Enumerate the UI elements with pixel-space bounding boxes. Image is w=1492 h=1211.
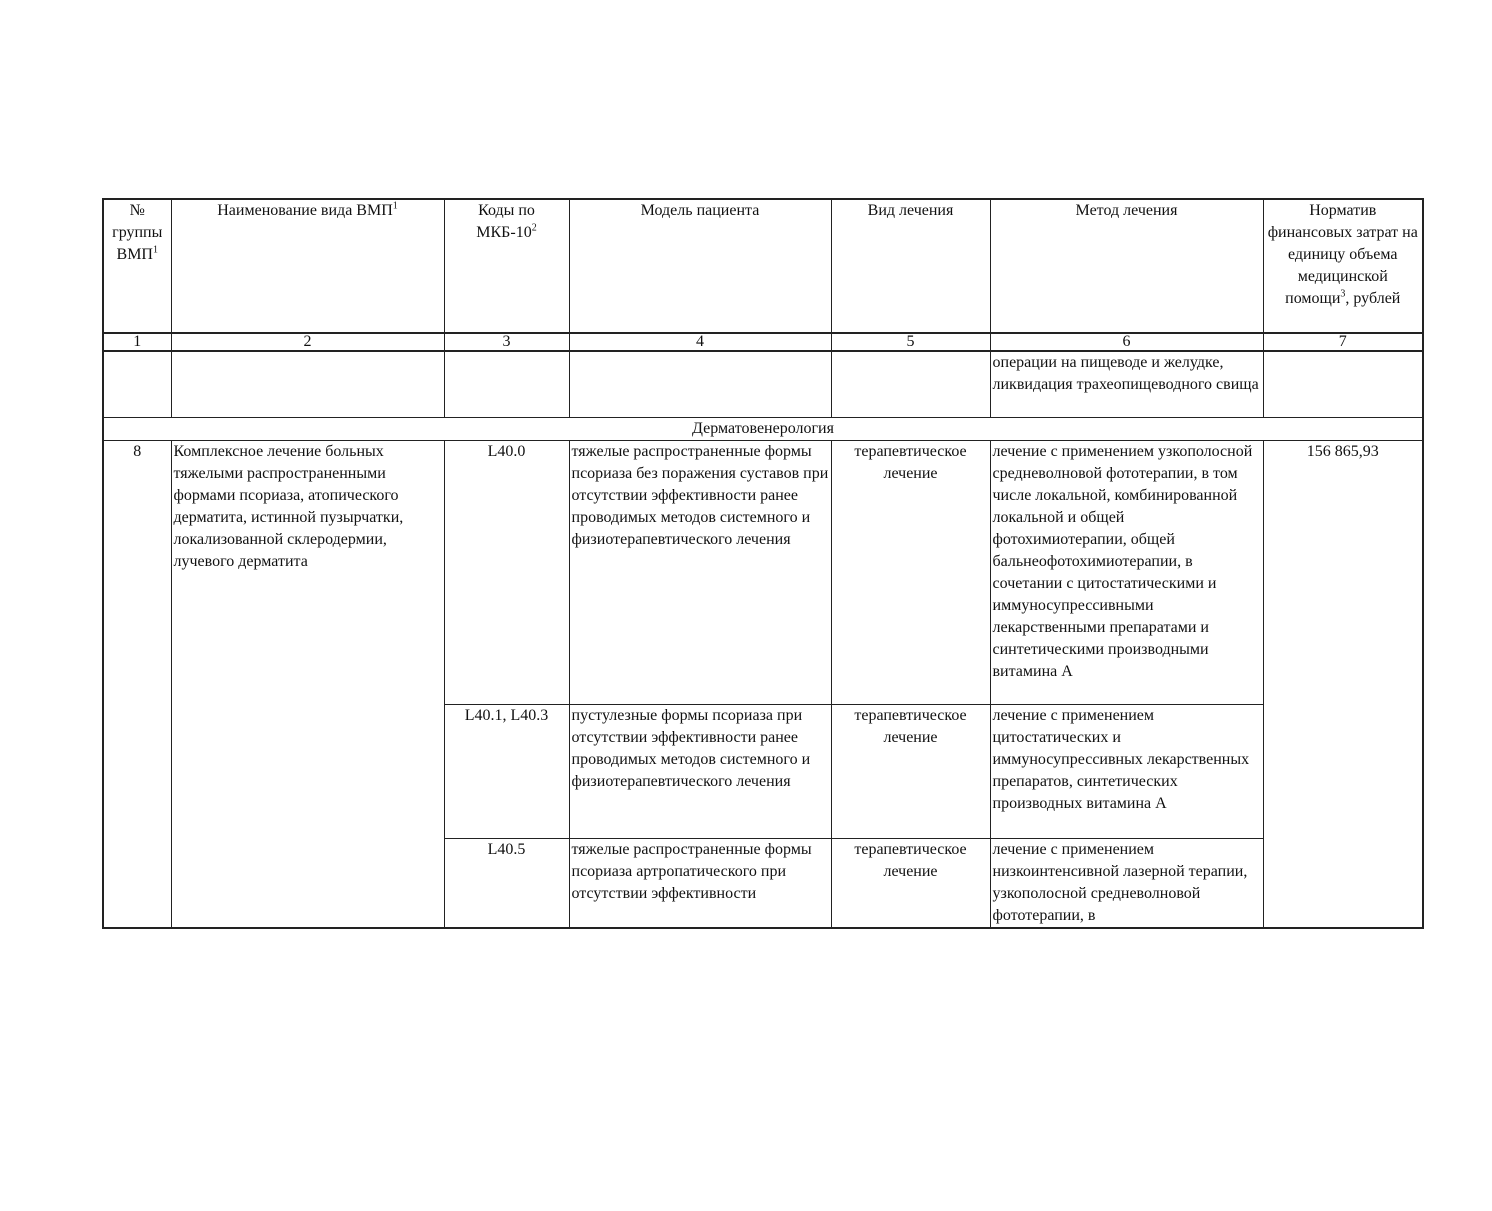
continuation-method: операции на пищеводе и желудке, ликвидация трахеопищеводного свища: [990, 351, 1263, 417]
section-title: Дерматовенерология: [103, 417, 1423, 440]
column-number: 4: [569, 333, 831, 351]
section-row: [103, 417, 1423, 440]
treatment-type: терапевтическое лечение: [831, 838, 990, 928]
column-number: 3: [444, 333, 569, 351]
icd-codes: L40.5: [444, 838, 569, 928]
column-number-row: [103, 333, 1423, 351]
header-treatment-method: Метод лечения: [990, 199, 1263, 333]
vmp-table: [102, 198, 1424, 929]
patient-model: тяжелые распространенные формы псориаза без поражения суставов при отсутствии эффективности ранее проводимых методов системного и физиотерапевтического лечения: [569, 440, 831, 704]
group-number: 8: [103, 440, 171, 928]
column-number: 5: [831, 333, 990, 351]
column-number: 7: [1263, 333, 1423, 351]
patient-model: тяжелые распространенные формы псориаза артропатического при отсутствии эффективности: [569, 838, 831, 928]
vmp-name: Комплексное лечение больных тяжелыми распространенными формами псориаза, атопического дерматита, истинной пузырчатки, локализованной склеродермии, лучевого дерматита: [171, 440, 444, 928]
cell-empty: [831, 351, 990, 417]
column-number: 6: [990, 333, 1263, 351]
cell-empty: [103, 351, 171, 417]
column-number: 1: [103, 333, 171, 351]
header-treatment-type: Вид лечения: [831, 199, 990, 333]
icd-codes: L40.1, L40.3: [444, 704, 569, 838]
table-row: [103, 440, 1423, 704]
cell-empty: [171, 351, 444, 417]
header-cost-standard: Норматив финансовых затрат на единицу объема медицинской помощи$^3$, рублей: [1263, 199, 1423, 333]
treatment-method: лечение с применением цитостатических и иммуносупрессивных лекарственных препаратов, синтетических производных витамина А: [990, 704, 1263, 838]
treatment-method: лечение с применением низкоинтенсивной лазерной терапии, узкополосной средневолновой фототерапии, в: [990, 838, 1263, 928]
column-number: 2: [171, 333, 444, 351]
header-icd-codes: Коды по МКБ-$10^2$: [444, 199, 569, 333]
treatment-type: терапевтическое лечение: [831, 440, 990, 704]
cell-empty: [444, 351, 569, 417]
patient-model: пустулезные формы псориаза при отсутствии эффективности ранее проводимых методов системного и физиотерапевтического лечения: [569, 704, 831, 838]
cell-empty: [1263, 351, 1423, 417]
treatment-type: терапевтическое лечение: [831, 704, 990, 838]
header-vmp-name: Наименование вида ВМП$^1$: [171, 199, 444, 333]
header-group-number: № группы ВМП$^1$: [103, 199, 171, 333]
header-row: [103, 199, 1423, 333]
treatment-method: лечение с применением узкополосной средневолновой фототерапии, в том числе локальной, комбинированной локальной и общей фотохимиотерапии, общей бальнеофотохимиотерапии, в сочетании с цитостатическими и иммуносупрессивными лекарственными препаратами и синтетическими производными витамина А: [990, 440, 1263, 704]
icd-codes: L40.0: [444, 440, 569, 704]
continuation-row: [103, 351, 1423, 417]
cell-empty: [569, 351, 831, 417]
cost-standard: 156 865,93: [1263, 440, 1423, 928]
header-patient-model: Модель пациента: [569, 199, 831, 333]
